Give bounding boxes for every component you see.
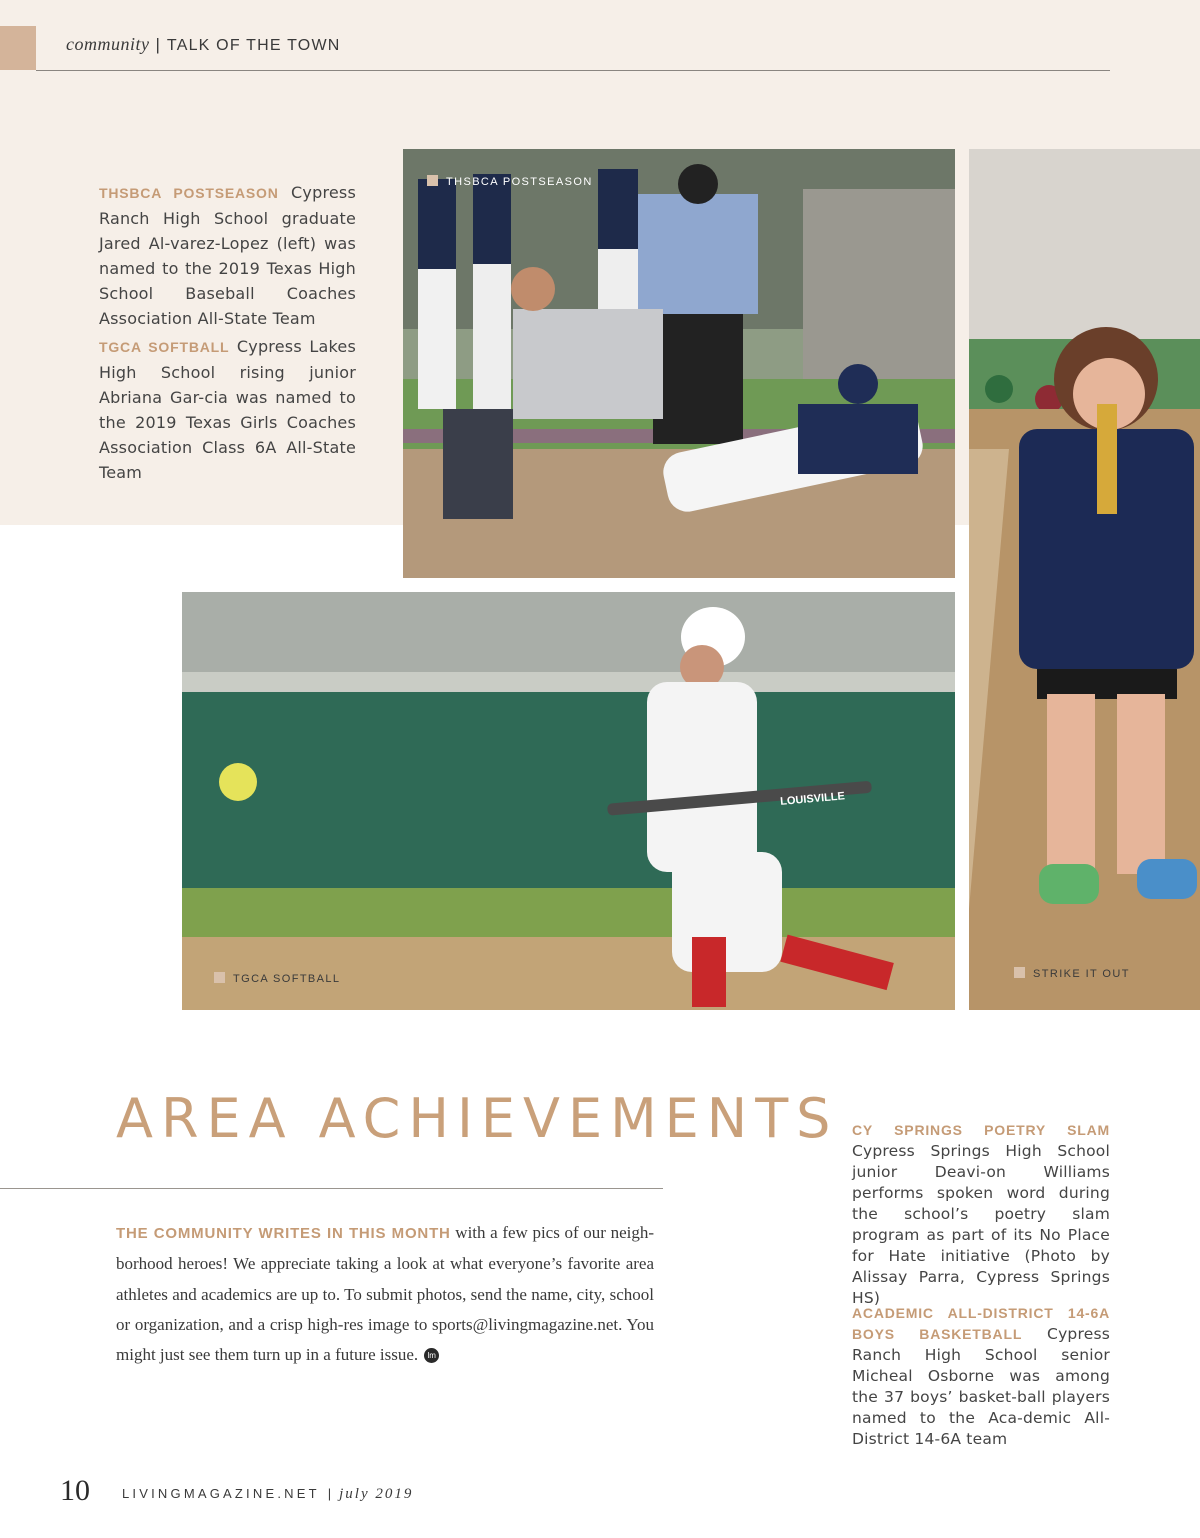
footer-separator: | xyxy=(327,1486,332,1501)
feature-title: AREA ACHIEVEMENTS xyxy=(116,1087,839,1150)
basketball-text: Cypress Ranch High School senior Micheal Osborne was among the 37 boys’ basket-ball players named to the Aca-demic All-District 14-6A team xyxy=(852,1325,1110,1448)
caption-square-icon xyxy=(1014,967,1025,978)
header-separator: | xyxy=(155,35,161,54)
caption-square-icon xyxy=(427,175,438,186)
bowling-photo xyxy=(969,149,1200,1010)
footer-issue: july 2019 xyxy=(339,1486,414,1502)
basketball-kicker: ACADEMIC ALL-DISTRICT 14-6A BOYS BASKETBALL xyxy=(852,1305,1110,1342)
poetry-kicker: CY SPRINGS POETRY SLAM xyxy=(852,1122,1110,1138)
softball-photo xyxy=(182,592,955,1010)
poetry-text: Cypress Springs High School junior Deavi-on Williams performs spoken word during the school’s poetry slam program as part of its No Place for Hate initiative (Photo by Alissay Parra, Cypress Springs HS) xyxy=(852,1142,1110,1307)
thsbca-kicker: THSBCA POSTSEASON xyxy=(99,185,279,201)
footer-line xyxy=(122,1486,413,1503)
feature-intro xyxy=(116,1218,654,1370)
caption-square-icon xyxy=(214,972,225,983)
end-mark-icon: lm xyxy=(424,1348,439,1363)
softball-caption: TGCA SOFTBALL xyxy=(214,972,340,985)
intro-kicker: THE COMMUNITY WRITES IN THIS MONTH xyxy=(116,1225,451,1242)
title-rule xyxy=(0,1188,663,1189)
running-header xyxy=(66,34,341,55)
tgca-kicker: TGCA SOFTBALL xyxy=(99,339,230,355)
poetry-blurb xyxy=(852,1120,1110,1309)
header-section: community xyxy=(66,34,150,54)
baseball-caption: THSBCA POSTSEASON xyxy=(427,175,593,188)
thsbca-blurb xyxy=(99,180,356,331)
intro-text: with a few pics of our neigh-borhood heroes! We appreciate taking a look at what everyone’s favorite area athletes and academics are up to. To submit photos, send the name, city, school or organization, and a crisp high-res image to sports@livingmagazine.net. You might just see them turn up in a future issue. xyxy=(116,1223,654,1365)
bowling-caption: STRIKE IT OUT xyxy=(1014,967,1130,980)
section-tab-marker xyxy=(0,26,36,70)
basketball-blurb xyxy=(852,1303,1110,1450)
header-rule xyxy=(36,70,1110,71)
baseball-photo xyxy=(403,149,955,578)
tgca-text: Cypress Lakes High School rising junior Abriana Gar-cia was named to the 2019 Texas Girls Coaches Association Class 6A All-State Team xyxy=(99,337,356,482)
header-topic: TALK OF THE TOWN xyxy=(166,37,341,54)
bat-brand-label: LOUISVILLE xyxy=(779,790,846,808)
footer-site: LIVINGMAGAZINE.NET xyxy=(122,1486,320,1501)
tgca-blurb xyxy=(99,334,356,485)
page-number: 10 xyxy=(60,1474,90,1507)
thsbca-text: Cypress Ranch High School graduate Jared Al-varez-Lopez (left) was named to the 2019 Texas High School Baseball Coaches Association All-State Team xyxy=(99,183,356,328)
